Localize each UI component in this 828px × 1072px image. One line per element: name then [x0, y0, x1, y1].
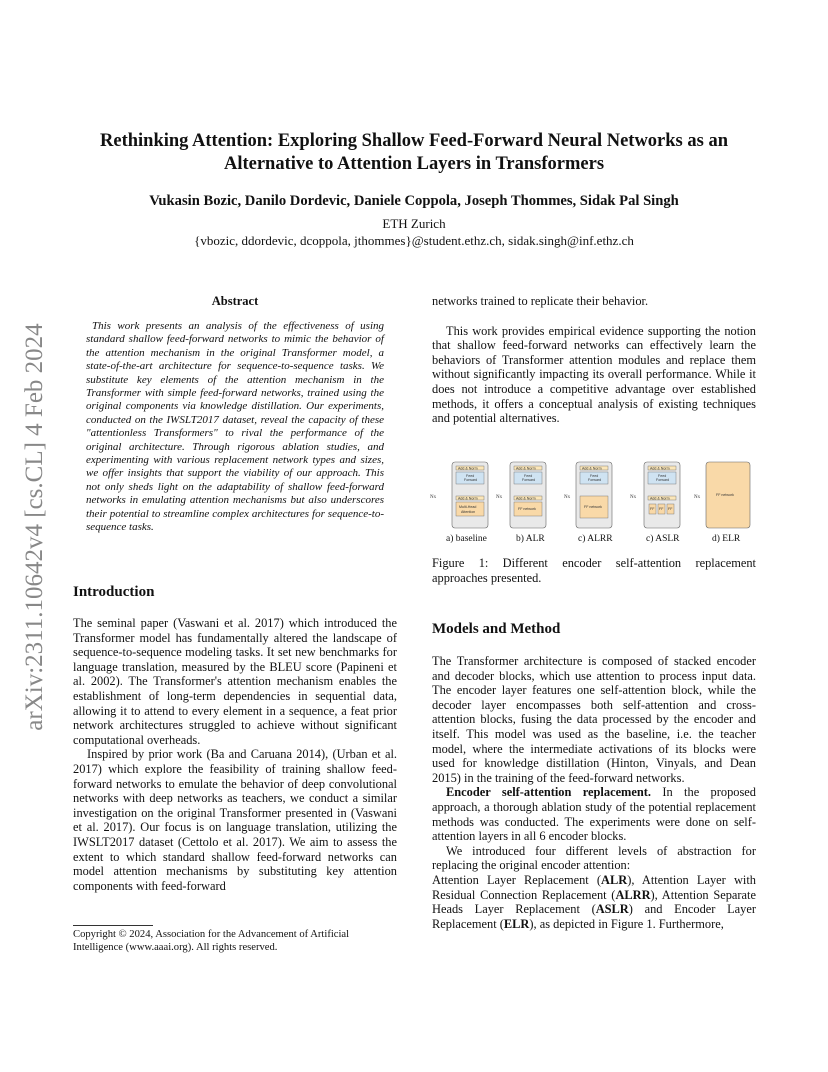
panel-alr: [496, 462, 546, 544]
models-body: [432, 654, 756, 931]
svg-text:Add & Norm: Add & Norm: [458, 496, 478, 501]
panel-label-alrr: c) ALRR: [578, 534, 613, 544]
panel-elr: [694, 462, 750, 544]
figure-1-caption: Figure 1: Different encoder self-attention replacement approaches presented.: [432, 556, 756, 585]
panel-label-baseline: a) baseline: [446, 534, 487, 544]
svg-text:FF: FF: [659, 507, 664, 511]
svg-text:Add & Norm: Add & Norm: [516, 496, 536, 501]
svg-text:Forward: Forward: [464, 478, 478, 482]
panel-alrr: [564, 462, 613, 544]
introduction-body: [73, 616, 397, 893]
models-heading: Models and Method: [432, 621, 561, 637]
title-line-1: Rethinking Attention: Exploring Shallow Feed-Forward Neural Networks as an: [100, 131, 728, 151]
models-paragraph-2: Encoder self-attention replacement. In the proposed approach, a thorough ablation study of the potential replacement methods was conducted. The experiments were done on self-attention layers in all 6 encoder blocks.: [432, 785, 756, 844]
intro-paragraph-1: The seminal paper (Vaswani et al. 2017) which introduced the Transformer model has fundamentally altered the landscape of sequence-to-sequence modeling tasks. It set new benchmarks for language translation, measured by the BLEU score (Papineni et al. 2002). The Transformer's attention mechanism enables the establishment of long-term dependencies in sequential data, allowing it to attend to every element in a sequence, a feat prior network architectures struggled to achieve without significant computational overheads.: [73, 616, 397, 747]
panel-label-alr: b) ALR: [516, 534, 545, 544]
footnote-rule: [73, 925, 153, 926]
introduction-heading: Introduction: [73, 584, 155, 600]
models-paragraph-4: Attention Layer Replacement (ALR), Attention Layer with Residual Connection Replacement (ALRR), Attention Separate Heads Layer Replacement (ASLR) and Encoder Layer Replacement (ELR), as depicted in Figure 1. Furthermore,: [432, 872, 756, 931]
svg-text:Add & Norm: Add & Norm: [650, 496, 670, 501]
svg-text:Feed: Feed: [658, 474, 667, 478]
abstract-heading: Abstract: [211, 294, 259, 308]
svg-text:Feed: Feed: [524, 474, 533, 478]
panel-aslr: [630, 462, 680, 544]
models-paragraph-3: We introduced four different levels of abstraction for replacing the original encoder attention:: [432, 843, 756, 873]
svg-text:Feed: Feed: [466, 474, 475, 478]
author-emails: {vbozic, ddordevic, dcoppola, jthommes}@student.ethz.ch, sidak.singh@inf.ethz.ch: [194, 233, 634, 248]
affiliation: ETH Zurich: [382, 216, 446, 231]
encoder-replacement-runin: Encoder self-attention replacement.: [446, 785, 651, 800]
title-line-2: Alternative to Attention Layers in Transformers: [223, 154, 605, 174]
svg-text:Add & Norm: Add & Norm: [458, 466, 478, 471]
arxiv-id: arXiv:2311.10642v4 [cs.CL] 4 Feb 2024: [21, 323, 48, 731]
arxiv-stamp: [20, 292, 50, 762]
abstract-text: This work presents an analysis of the effectiveness of using standard shallow feed-forward networks to mimic the behavior of the attention mechanism in the original Transformer model, a state-of-the-art architecture for sequence-to-sequence tasks. We substitute key elements of the attention mechanism in the Transformer with simple feed-forward networks, trained using the original components via knowledge distillation. Our experiments, conducted on the IWSLT2017 dataset, reveal the capacity of these "attentionless Transformers" to rival the performance of the original architecture. Through rigorous ablation studies, and experimenting with various replacement network types and sizes, we offer insights that support the viability of our approach. This not only sheds light on the adaptability of shallow feed-forward networks in emulating attention mechanisms but also underscores their potential to streamline complex architectures for sequence-to-sequence tasks.: [86, 320, 384, 534]
svg-text:FF: FF: [668, 507, 673, 511]
right-paragraph-0: networks trained to replicate their behavior.: [432, 294, 649, 308]
svg-text:Add & Norm: Add & Norm: [650, 466, 670, 471]
author-list: Vukasin Bozic, Danilo Dordevic, Daniele Coppola, Joseph Thommes, Sidak Pal Singh: [149, 193, 679, 209]
svg-text:FF network: FF network: [584, 505, 602, 509]
figure-1-diagram: [430, 458, 758, 548]
svg-text:Add & Norm: Add & Norm: [516, 466, 536, 471]
nx-label: Nx: [430, 495, 437, 500]
svg-text:Nx: Nx: [694, 495, 701, 500]
svg-text:Multi-Head: Multi-Head: [459, 505, 477, 509]
right-column-intro: [432, 294, 756, 426]
svg-text:Forward: Forward: [588, 478, 602, 482]
svg-text:Nx: Nx: [496, 495, 503, 500]
svg-text:FF network: FF network: [716, 493, 734, 497]
intro-paragraph-2: Inspired by prior work (Ba and Caruana 2014), (Urban et al. 2017) which explore the feasibility of training shallow feed-forward networks to emulate the behavior of deep convolutional networks with deep networks as teachers, we conduct a similar investigation on the original Transformer presented in (Vaswani et al. 2017). Our focus is on language translation, utilizing the IWSLT2017 dataset (Cettolo et al. 2017). We aim to assess the extent to which standard shallow feed-forward networks can model attention mechanisms by substituting key attention components with feed-forward: [73, 747, 397, 893]
svg-text:Forward: Forward: [656, 478, 670, 482]
svg-text:Add & Norm: Add & Norm: [582, 466, 602, 471]
svg-text:Forward: Forward: [522, 478, 536, 482]
panel-label-aslr: c) ASLR: [646, 534, 680, 544]
svg-text:FF: FF: [650, 507, 655, 511]
paper-title: [60, 130, 768, 176]
models-paragraph-1: The Transformer architecture is composed of stacked encoder and decoder blocks, which use attention to process input data. The encoder layer features one self-attention block, while the decoder layer encompasses both self-attention and cross-attention blocks, fusing the data processed by the encoder and itself. This model was used as the baseline, i.e. the teacher model, where the intermediate activations of its blocks were used for knowledge distillation (Hinton, Vinyals, and Dean 2015) in the training of the feed-forward networks.: [432, 654, 756, 785]
right-paragraph-1: This work provides empirical evidence supporting the notion that shallow feed-forward networks can effectively learn the behaviors of Transformer attention modules and replace them without significantly impacting its overall performance. While it does not introduce a competitive advantage over established methods, it offers a conceptual analysis of existing techniques and potential alternatives.: [432, 323, 756, 426]
panel-baseline: [430, 462, 488, 544]
svg-text:FF network: FF network: [518, 507, 536, 511]
panel-label-elr: d) ELR: [712, 534, 741, 544]
copyright-notice: Copyright © 2024, Association for the Advancement of Artificial Intelligence (www.aaai.org). All rights reserved.: [73, 929, 350, 953]
svg-text:Nx: Nx: [630, 495, 637, 500]
svg-text:Attention: Attention: [461, 510, 476, 514]
svg-text:Nx: Nx: [564, 495, 571, 500]
svg-text:Feed: Feed: [590, 474, 599, 478]
